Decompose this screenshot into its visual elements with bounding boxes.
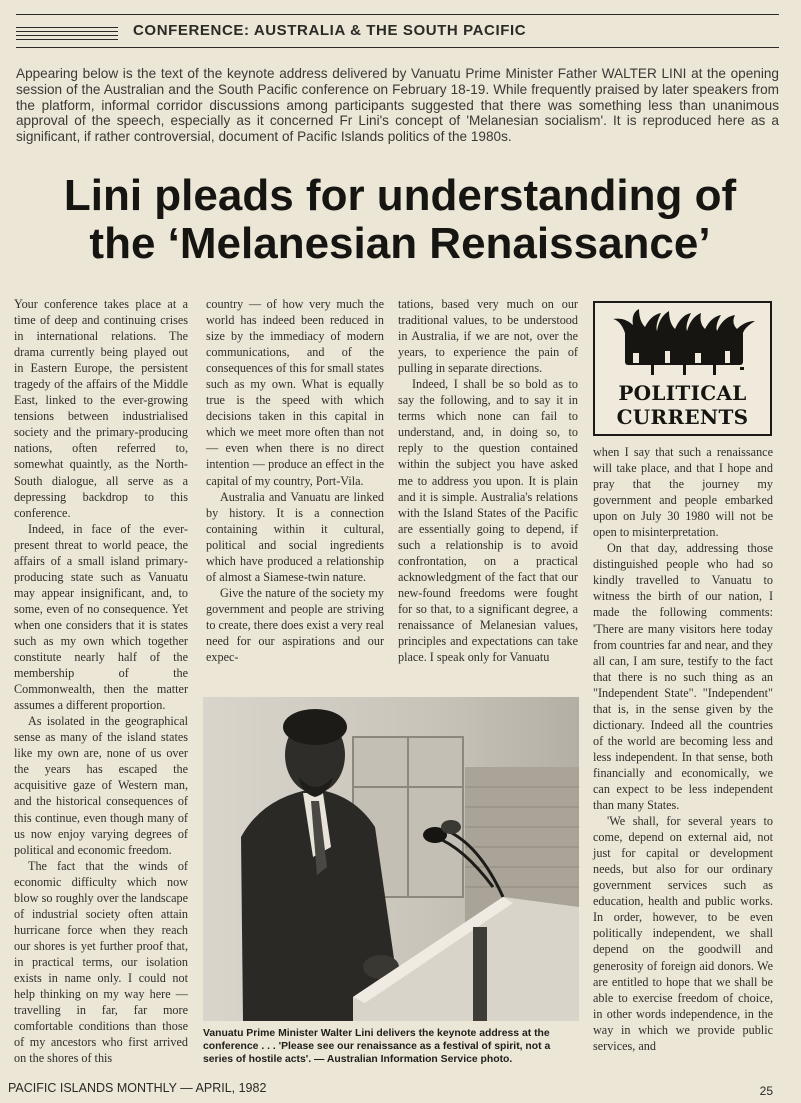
paragraph: when I say that such a renaissance will take place, and that I hope and pray that the journey my government and people embarked upon on July 30 1980 will not be open to misinterpretation. <box>593 445 773 540</box>
decorative-lines <box>16 27 118 43</box>
paragraph: Australia and Vanuatu are linked by history. It is a connection containing within it cultural, political and social ingredients which have produced a relationship of almost a Siamese-twin nature. <box>206 489 384 584</box>
column-box-title-line-2: CURRENTS <box>616 405 749 429</box>
intro-paragraph: Appearing below is the text of the keynote address delivered by Vanuatu Prime Minister Father WALTER LINI at the opening session of the Australian and the South Pacific conference on February 18-19. While frequently praised by later speakers from the platform, informal corridor discussions among participants suggested that there was something less than unanimous approval of the speech, especially as it concerned Fr Lini's concept of 'Melanesian socialism'. It is reproduced here as a significant, if rather controversial, document of Pacific Islands politics of the 1980s. <box>16 66 779 145</box>
paragraph: Give the nature of the society my government and people are striving to create, there does exist a very real need for our aspirations and our expec- <box>206 585 384 665</box>
article-column-4 <box>593 444 773 1054</box>
article-column-2 <box>206 296 384 665</box>
headline <box>20 172 780 268</box>
column-box-title-line-1: POLITICAL <box>618 381 747 405</box>
section-label: CONFERENCE: AUSTRALIA & THE SOUTH PACIFIC <box>133 22 527 39</box>
page-number: 25 <box>759 1084 773 1098</box>
column-box-title <box>595 381 770 429</box>
paragraph: On that day, addressing those distinguished people who had so kindly travelled to Vanuatu to witness the birth of our nation, I made the following comments: 'There are many visitors here today from countries far and near, and they all can, I am sure, testify to the fact that there is no such thing as an "Independent State". "Independent" that is, in the sense given by the dictionary. Indeed all the countries of the world are becoming less and less independent. In that sense, both financially and economically, we can expect to be less independent than many States. <box>593 541 773 813</box>
palm-trees-icon <box>595 303 770 383</box>
paragraph: tations, based very much on our traditional values, to be understood in Australia, if we are not, over the years, to experience the pain of pulling in separate directions. <box>398 297 578 376</box>
headline-line-2: the ‘Melanesian Renaissance’ <box>89 219 711 268</box>
photo-speaker-at-lectern <box>203 697 579 1021</box>
publication-footer: PACIFIC ISLANDS MONTHLY — APRIL, 1982 <box>8 1081 267 1095</box>
article-column-1 <box>14 296 188 1066</box>
paragraph: 'We shall, for several years to come, depend on external aid, not just for capital or development needs, but also for our ordinary government services such as education, health and public works. In order, however, to be even politically independent, we shall depend on the goodwill and generosity of foreign aid donors. We are entitled to hope that we shall be able to exercise freedom of choice, in other words independence, in the way in which we provide public services, and <box>593 814 773 1053</box>
headline-line-1: Lini pleads for understanding of <box>63 171 737 220</box>
paragraph: Indeed, I shall be so bold as to say the following, and to say it in terms which none can fail to understand, and, in doing so, to reply to the question contained within the subject you have asked me to address you upon. It is plain and it is simple. Australia's relations with the Island States of the Pacific are essentially going to depend, if such a relationship is to avoid confrontation, on a practical acknowledgment of the fact that our new-found freedoms were fought for so that, to a significant degree, a renaissance of Melanesian values, principles and expectations can take place. I speak only for Vanuatu <box>398 377 578 665</box>
paragraph: Your conference takes place at a time of deep and continuing crises in international relations. The drama currently being played out in Eastern Europe, the persistent tragedy of the affairs of the Middle East, linked to the ever-growing tensions between industrialised society and the primary-producing nations, often referred to, somewhat quaintly, as the North-South dialogue, all serve as a depressing backdrop to this conference. <box>14 297 188 520</box>
article-column-3 <box>398 296 578 665</box>
photo-caption: Vanuatu Prime Minister Walter Lini delivers the keynote address at the conference . . . 'Please see our renaissance as a festival of spirit, not a series of hostile acts'. — Australian Information Service photo. <box>203 1028 551 1066</box>
paragraph: Indeed, in face of the ever-present threat to world peace, the affairs of a small island primary-producing state such as Vanuatu may appear insignificant, and, to some, even of no consequence. Yet when one considers that it is states such as my own which together constitute nearly half of the membership of the Commonwealth, then the matter assumes a different proportion. <box>14 521 188 713</box>
paragraph: As isolated in the geographical sense as many of the island states like my own are, none of us over the years has escaped the acquisitive gaze of Western man, and the historical consequences of this continue, even though many of us now enjoy varying degrees of political and economic freedom. <box>14 714 188 857</box>
top-rule <box>16 14 779 15</box>
paragraph: country — of how very much the world has indeed been reduced in size by the immediacy of modern communications, and of the consequences of this for small states such as my own. What is equally true is the speed with which decisions taken in this capital in which we meet more often than not — even when there is no direct intention — produce an effect in the capital of my country, Port-Vila. <box>206 297 384 488</box>
header-bottom-rule <box>16 47 779 48</box>
speaker-photo <box>203 697 579 1021</box>
political-currents-box <box>593 301 772 436</box>
paragraph: The fact that the winds of economic difficulty which now blow so roughly over the landscape of industrial society often attain hurricane force when they reach our shores is yet further proof that, in practical terms, our isolation exists in name only. I could not help thinking on my way here — travelling in far, far more comfortable conditions than those of my ancestors who first arrived on the shores of this <box>14 858 188 1066</box>
